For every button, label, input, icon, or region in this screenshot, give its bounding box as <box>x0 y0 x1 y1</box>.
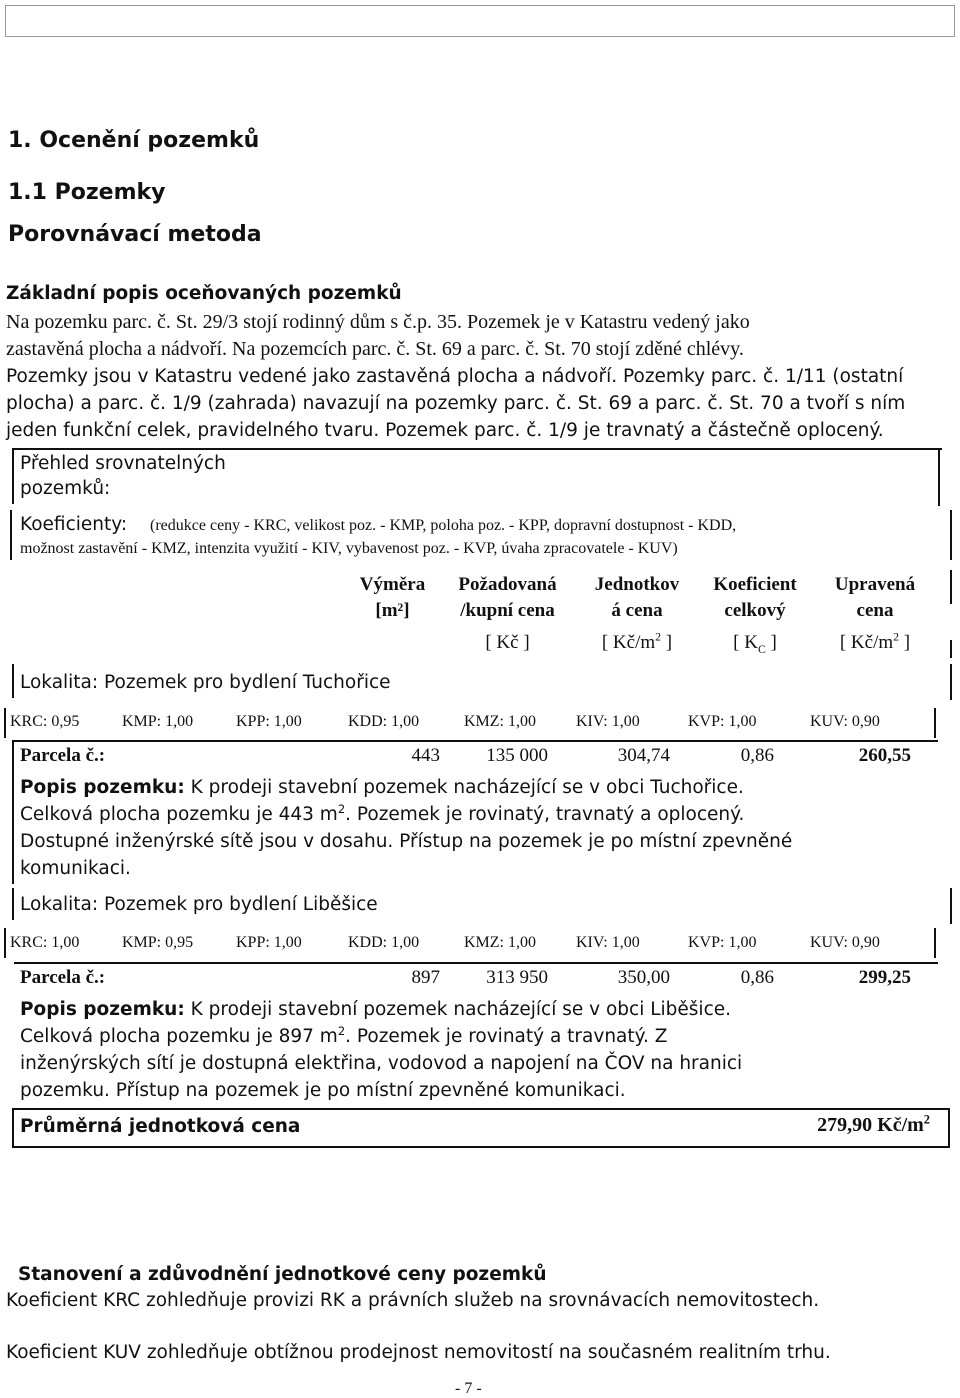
loc2-desc-2: Celková plocha pozemku je 897 $m^2$. Pozemek je rovinatý a travnatý. Z <box>20 1023 668 1047</box>
justification-line-2: Koeficient KUV zohledňuje obtížnou prodejnost nemovitostí na současném realitním trhu. <box>6 1342 831 1363</box>
overview-title-1: Přehled srovnatelných <box>20 453 226 474</box>
coef-line-2: možnost zastavění - KMZ, intenzita využití - KIV, vybavenost poz. - KVP, úvaha zpracovatele - KUV) <box>20 540 678 557</box>
loc2-adjusted: 299,25 <box>858 967 911 988</box>
coef-right-rule <box>950 510 952 560</box>
loc1-krc: KRC: 0,95 <box>10 713 80 730</box>
loc1-coefficient: 0,86 <box>740 745 774 766</box>
col-pozadovana-l2: /kupní cena <box>460 600 555 621</box>
loc1-left-rule <box>12 740 14 884</box>
loc2-parcel-top-rule <box>14 962 938 964</box>
col-vymera-l2: [m²] <box>375 600 410 621</box>
loc2-area: 897 <box>411 967 440 988</box>
overview-left-rule <box>12 448 14 504</box>
intro-title: Základní popis oceňovaných pozemků <box>6 283 402 304</box>
heading-oceneni-pozemku: 1. Ocenění pozemků <box>8 128 260 153</box>
coef-left-rule <box>10 510 12 560</box>
loc1-area: 443 <box>411 745 440 766</box>
loc2-krc: KRC: 1,00 <box>10 934 80 951</box>
col-jednotkova-l1: Jednotkov <box>594 574 680 595</box>
loc1-kvp: KVP: 1,00 <box>688 713 757 730</box>
average-top-rule <box>12 1108 950 1110</box>
col-pozadovana-l1: Požadovaná <box>458 574 557 595</box>
locality-1-heading: Lokalita: Pozemek pro bydlení Tuchořice <box>20 672 391 693</box>
loc1-unit-price: 304,74 <box>617 745 670 766</box>
loc2-desc-4: pozemku. Přístup na pozemek je po místní zpevněné komunikaci. <box>20 1080 626 1101</box>
page-header-frame <box>5 5 955 37</box>
overview-top-rule <box>14 448 942 450</box>
coef-label: Koeficienty: <box>20 514 128 535</box>
loc2-kuv: KUV: 0,90 <box>810 934 880 951</box>
intro-line-4: plocha) a parc. č. 1/9 (zahrada) navazují na pozemky parc. č. St. 69 a parc. č. St. 70 a tvoří s ním <box>6 393 906 414</box>
average-left-rule <box>12 1108 14 1148</box>
average-bottom-rule <box>12 1146 950 1148</box>
loc2-kiv: KIV: 1,00 <box>576 934 640 951</box>
intro-line-1: Na pozemku parc. č. St. 29/3 stojí rodinný dům s č.p. 35. Pozemek je v Katastru vedený jako <box>6 311 750 333</box>
overview-right-rule <box>938 448 940 506</box>
loc1-kpp: KPP: 1,00 <box>236 713 302 730</box>
intro-line-5: jeden funkční celek, pravidelného tvaru. Pozemek parc. č. 1/9 je travnatý a částečně oplocený. <box>6 420 884 441</box>
loc2-coefficient: 0,86 <box>740 967 774 988</box>
heading-pozemky: 1.1 Pozemky <box>8 180 166 205</box>
loc1-kmz: KMZ: 1,00 <box>464 713 536 730</box>
average-right-rule <box>948 1108 950 1148</box>
locality-2-heading: Lokalita: Pozemek pro bydlení Liběšice <box>20 894 378 915</box>
locality-1-right-rule <box>950 664 952 700</box>
col-jednotkova-l2: á cena <box>611 600 663 621</box>
loc1-kmp: KMP: 1,00 <box>122 713 194 730</box>
loc1-adjusted: 260,55 <box>858 745 911 766</box>
loc2-unit-price: 350,00 <box>617 967 670 988</box>
loc2-kmz: KMZ: 1,00 <box>464 934 536 951</box>
loc1-parcel-top-rule <box>14 740 938 742</box>
locality-1-left-rule <box>12 664 14 698</box>
unit-upravena: [ $Kč/m^2$ ] <box>839 630 911 653</box>
loc1-kdd: KDD: 1,00 <box>348 713 420 730</box>
locality-2-left-rule <box>12 888 14 920</box>
loc1-coef-right-rule <box>934 708 936 738</box>
loc2-kvp: KVP: 1,00 <box>688 934 757 951</box>
unit-kc: [ Kč ] <box>485 632 530 653</box>
loc1-kuv: KUV: 0,90 <box>810 713 880 730</box>
loc1-kiv: KIV: 1,00 <box>576 713 640 730</box>
justification-line-1: Koeficient KRC zohledňuje provizi RK a právních služeb na srovnávacích nemovitostech. <box>6 1290 820 1311</box>
col-upravena-l1: Upravená <box>834 574 916 595</box>
coef-line-1: (redukce ceny - KRC, velikost poz. - KMP, poloha poz. - KPP, dopravní dostupnost - KDD, <box>150 517 737 534</box>
loc1-parcel-label: Parcela č.: <box>20 745 106 766</box>
loc2-desc-3: inženýrských sítí je dostupná elektřina, vodovod a napojení na ČOV na hranici <box>20 1053 743 1074</box>
loc2-kpp: KPP: 1,00 <box>236 934 302 951</box>
heading-porovnavaci-metoda: Porovnávací metoda <box>8 222 262 247</box>
loc1-desc-1: Popis pozemku: K prodeji stavební pozemek nacházející se v obci Tuchořice. <box>20 777 744 798</box>
loc1-desc-2: Celková plocha pozemku je 443 $m^2$. Pozemek je rovinatý, travnatý a oplocený. <box>20 801 745 825</box>
intro-line-3: Pozemky jsou v Katastru vedené jako zastavěná plocha a nádvoří. Pozemky parc. č. 1/11 (ostatní <box>6 366 904 387</box>
col-vymera-l1: Výměra <box>359 574 426 595</box>
col-koeficient-l1: Koeficient <box>713 574 797 595</box>
average-value: 279,90 $Kč/m^2$ <box>817 1112 930 1136</box>
loc2-parcel-label: Parcela č.: <box>20 967 106 988</box>
loc2-price: 313 950 <box>486 967 548 988</box>
loc2-coef-right-rule <box>934 928 936 958</box>
loc2-desc-1: Popis pozemku: K prodeji stavební pozemek nacházející se v obci Liběšice. <box>20 999 732 1020</box>
col-upravena-l2: cena <box>856 600 894 621</box>
justification-title: Stanovení a zdůvodnění jednotkové ceny pozemků <box>18 1264 547 1285</box>
unit-kc-coef: [ $K_C$ ] <box>733 632 777 656</box>
header-right-rule-1 <box>950 570 952 604</box>
loc1-coef-left-rule <box>4 708 6 738</box>
col-koeficient-l2: celkový <box>724 600 786 621</box>
average-label: Průměrná jednotková cena <box>20 1116 301 1137</box>
loc2-kmp: KMP: 0,95 <box>122 934 194 951</box>
overview-title-2: pozemků: <box>20 478 111 499</box>
intro-line-2: zastavěná plocha a nádvoří. Na pozemcích parc. č. St. 69 a parc. č. St. 70 stojí zděné chlévy. <box>6 338 744 360</box>
loc2-coef-left-rule <box>4 928 6 958</box>
page-number: - 7 - <box>455 1380 482 1397</box>
loc1-desc-4: komunikaci. <box>20 858 131 879</box>
loc1-desc-3: Dostupné inženýrské sítě jsou v dosahu. Přístup na pozemek je po místní zpevněné <box>20 831 793 852</box>
unit-kc-m2: [ $Kč/m^2$ ] <box>601 630 673 653</box>
loc1-price: 135 000 <box>486 745 548 766</box>
loc2-kdd: KDD: 1,00 <box>348 934 420 951</box>
header-right-rule-2 <box>950 640 952 658</box>
locality-2-right-rule <box>950 888 952 924</box>
